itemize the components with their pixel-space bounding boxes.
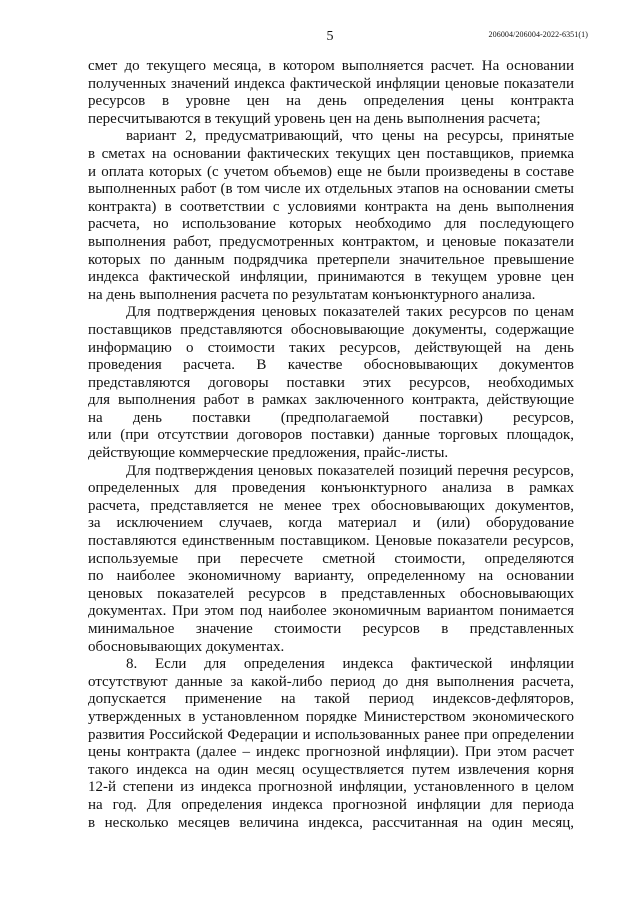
- text-line: ресурсов в уровне цен на день определения цены контракта: [88, 93, 574, 110]
- text-line: определенных для проведения конъюнктурного анализа в рамках: [88, 480, 574, 497]
- text-line: контракта) в соответствии с условиями контракта на день выполнения: [88, 198, 574, 215]
- text-line: представляются договоры поставки этих ресурсов, необходимых: [88, 374, 574, 391]
- text-line: на год. Для определения индекса прогнозной инфляции для периода: [88, 796, 574, 813]
- text-line: минимальное значение стоимости ресурсов в представленных: [88, 621, 574, 637]
- document-id: 206004/206004-2022-6351(1): [488, 30, 588, 39]
- text-line: утвержденных в установленном порядке Министерством экономического: [88, 708, 574, 725]
- text-line: 12-й степени из индекса прогнозной инфляции, установленного в целом: [88, 779, 574, 796]
- text-line: выполненных работ (в том числе их отдельных этапов на основании сметы: [88, 181, 574, 198]
- text-line: действующие коммерческие предложения, прайс-листы.: [88, 445, 449, 462]
- text-line: по наиболее экономичному варианту, определенному на основании: [88, 568, 574, 585]
- text-line: смет до текущего месяца, в котором выполняется расчет. На основании: [88, 58, 574, 74]
- text-line: выполнения работ, предусмотренных контрактом, и ценовые показатели: [88, 233, 574, 250]
- text-line: 8. Если для определения индекса фактической инфляции: [126, 656, 574, 673]
- text-line: в несколько месяцев величина индекса, рассчитанная на один месяц,: [88, 814, 574, 831]
- text-line: вариант 2, предусматривающий, что цены на ресурсы, принятые: [126, 128, 574, 145]
- text-line: в сметах на основании фактических текущих цен поставщиков, приемка: [88, 145, 574, 162]
- text-line: поставщиков представляются обосновывающие документы, содержащие: [88, 321, 574, 338]
- text-line: на день выполнения расчета по результатам конъюнктурного анализа.: [88, 286, 536, 303]
- page-number: 5: [326, 29, 334, 44]
- text-line: документах. При этом под наиболее экономичным вариантом понимается: [88, 603, 574, 620]
- text-line: индекса фактической инфляции, принимаются в текущем уровне цен: [88, 269, 574, 286]
- text-line: для выполнения работ в рамках заключенного контракта, действующие: [88, 392, 574, 409]
- text-line: пересчитываются в текущий уровень цен на день выполнения расчета;: [88, 110, 541, 127]
- text-line: или (при отсутствии договоров поставки) данные торговых площадок,: [88, 427, 574, 444]
- text-line: Для подтверждения ценовых показателей позиций перечня ресурсов,: [126, 462, 574, 479]
- text-line: которых по данным подрядчика претерпели значительное превышение: [88, 251, 574, 268]
- text-line: поставляются единственным поставщиком. Ценовые показатели ресурсов,: [88, 533, 574, 550]
- document-body: [88, 58, 574, 832]
- text-line: цены контракта (далее – индекс прогнозной инфляции). При этом расчет: [88, 744, 574, 761]
- text-line: на день поставки (предполагаемой поставки) ресурсов,: [88, 409, 574, 426]
- text-line: такого индекса на один месяц осуществляется путем извлечения корня: [88, 761, 574, 778]
- text-line: ценовых показателей ресурсов в представленных обосновывающих: [88, 585, 574, 602]
- text-line: развития Российской Федерации и использованных ранее при определении: [88, 726, 574, 743]
- text-line: отсутствуют данные за какой-либо период до дня выполнения расчета,: [88, 673, 574, 690]
- text-line: информацию о стоимости таких ресурсов, действующей на день: [88, 339, 574, 356]
- text-line: за исключением случаев, когда материал и (или) оборудование: [88, 515, 574, 532]
- text-line: проведения расчета. В качестве обосновывающих документов: [88, 357, 574, 374]
- text-line: Для подтверждения ценовых показателей таких ресурсов по ценам: [126, 304, 574, 321]
- text-line: расчета, представляется не менее трех обосновывающих документов,: [88, 497, 574, 514]
- text-line: полученных значений индекса фактической инфляции ценовые показатели: [88, 75, 574, 92]
- text-line: и оплата которых (с учетом объемов) еще не были произведены в составе: [88, 163, 574, 180]
- text-line: расчета, но использование которых необходимо для последующего: [88, 216, 574, 233]
- text-line: обосновывающих документах.: [88, 638, 285, 655]
- text-line: используемые при пересчете сметной стоимости, определяются: [88, 550, 574, 567]
- text-line: допускается применение на такой период индексов-дефляторов,: [88, 691, 574, 708]
